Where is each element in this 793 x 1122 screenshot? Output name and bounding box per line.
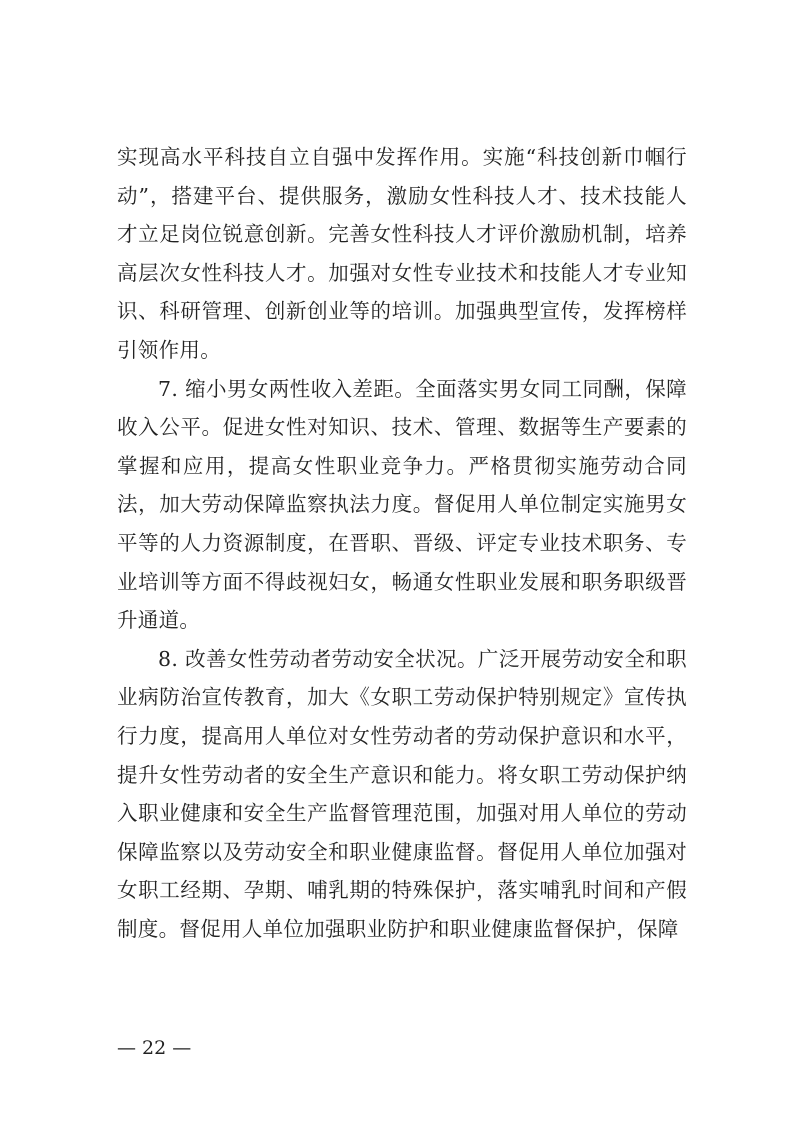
paragraph-labor-safety: 8. 改善女性劳动者劳动安全状况。广泛开展劳动安全和职业病防治宣传教育，加大《女职工劳动保护特别规定》宣传执行力度，提高用人单位对女性劳动者的劳动保护意识和水平，提升女性劳动者的安全生产意识和能力。将女职工劳动保护纳入职业健康和安全生产监督管理范围，加强对用人单位的劳动保障监察以及劳动安全和职业健康监督。督促用人单位加强对女职工经期、孕期、哺乳期的特殊保护，落实哺乳时间和产假制度。督促用人单位加强职业防护和职业健康监督保护，保障 bbox=[117, 646, 687, 941]
page-number: — 22 — bbox=[117, 1037, 192, 1059]
document-body bbox=[117, 138, 687, 948]
paragraph-science-innovation: 实现高水平科技自立自强中发挥作用。实施“科技创新巾帼行动”，搭建平台、提供服务，激励女性科技人才、技术技能人才立足岗位锐意创新。完善女性科技人才评价激励机制，培养高层次女性科技人才。加强对女性专业技术和技能人才专业知识、科研管理、创新创业等的培训。加强典型宣传，发挥榜样引领作用。 bbox=[117, 145, 687, 362]
paragraph-income-gap: 7. 缩小男女两性收入差距。全面落实男女同工同酬，保障收入公平。促进女性对知识、技术、管理、数据等生产要素的掌握和应用，提高女性职业竞争力。严格贯彻实施劳动合同法，加大劳动保障监察执法力度。督促用人单位制定实施男女平等的人力资源制度，在晋职、晋级、评定专业技术职务、专业培训等方面不得歧视妇女，畅通女性职业发展和职务职级晋升通道。 bbox=[117, 376, 687, 633]
